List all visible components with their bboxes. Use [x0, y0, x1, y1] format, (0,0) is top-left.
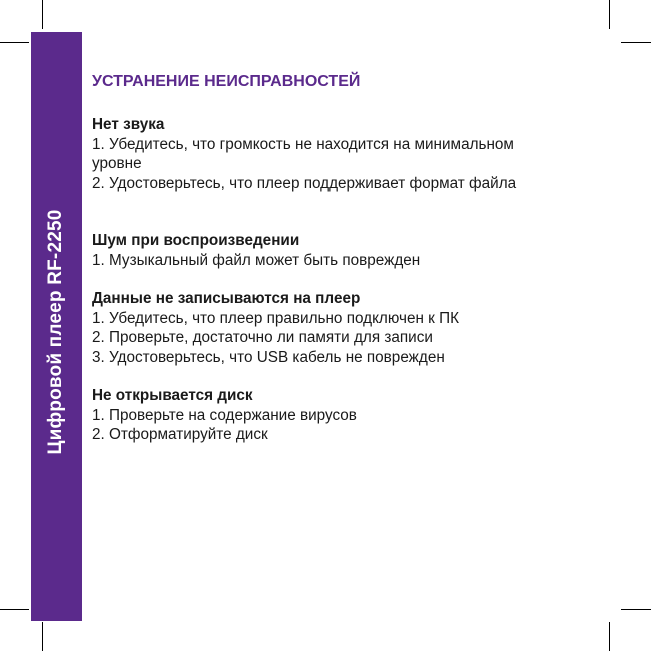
list-item: 2. Проверьте, достаточно ли памяти для записи [92, 329, 433, 346]
crop-mark-br-vertical [609, 622, 610, 651]
list-item: 1. Проверьте на содержание вирусов [92, 406, 357, 424]
section-title: Нет звука [92, 116, 165, 133]
section-playback-noise [92, 231, 632, 270]
list-item: 2. Отформатируйте диск [92, 426, 268, 443]
list-item: 3. Удостоверьтесь, что USB кабель не поврежден [92, 348, 445, 366]
crop-mark-tl-horizontal [0, 42, 29, 43]
page-title: УСТРАНЕНИЕ НЕИСПРАВНОСТЕЙ [92, 73, 361, 90]
section-title: Шум при воспроизведении [92, 232, 300, 249]
list-item: 2. Удостоверьтесь, что плеер поддерживает формат файла [92, 174, 517, 192]
crop-mark-tl-vertical [42, 0, 43, 29]
crop-mark-tr-horizontal [621, 42, 651, 43]
list-item: 1. Убедитесь, что плеер правильно подключен к ПК [92, 309, 460, 327]
list-item: 1. Музыкальный файл может быть поврежден [92, 251, 421, 269]
section-data-not-written [92, 289, 632, 367]
list-item: уровне [92, 155, 142, 172]
crop-mark-br-horizontal [621, 609, 651, 610]
list-item: 1. Убедитесь, что громкость не находится на минимальном [92, 135, 514, 153]
sidebar-title: Цифровой плеер RF-2250 [45, 209, 66, 455]
section-title: Данные не записываются на плеер [92, 290, 361, 307]
section-disk-not-opening [92, 386, 632, 445]
crop-mark-tr-vertical [609, 0, 610, 29]
crop-mark-bl-vertical [42, 622, 43, 651]
section-no-sound [92, 115, 632, 193]
section-title: Не открывается диск [92, 387, 253, 404]
troubleshooting-content [92, 70, 632, 445]
crop-mark-bl-horizontal [0, 609, 29, 610]
